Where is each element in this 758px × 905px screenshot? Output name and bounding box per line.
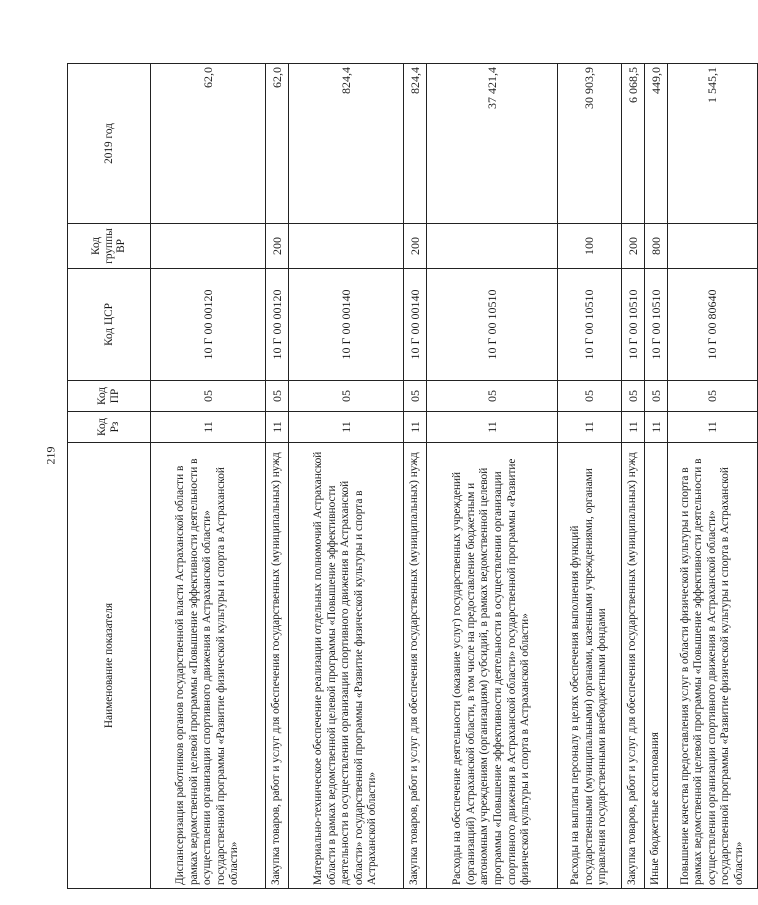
header-name: Наименование показателя [68,443,151,889]
row-name: Закупка товаров, работ и услуг для обеспечения государственных (муниципальных) нужд [404,443,427,889]
header-pr: Код ПР [68,381,151,412]
row-csr: 10 Г 00 10510 [558,269,622,381]
row-csr: 10 Г 00 10510 [645,269,668,381]
row-csr: 10 Г 00 00140 [404,269,427,381]
row-csr: 10 Г 00 10510 [427,269,558,381]
row-vr: 800 [645,224,668,269]
row-rz: 11 [645,412,668,443]
row-csr: 10 Г 00 00120 [151,269,266,381]
row-name: Материально-техническое обеспечение реализации отдельных полномочий Астраханской области в рамках ведомственной целевой программы «Повышение эффективности деятельности в осуществлении организации спортивного движения в Астраханской области» государственной программы «Развитие физической культуры и спорта в Астраханской области» [289,443,404,889]
row-vr: 200 [266,224,289,269]
row-vr: 100 [558,224,622,269]
row-pr: 05 [404,381,427,412]
row-vr [289,224,404,269]
row-pr: 05 [151,381,266,412]
row-rz: 11 [427,412,558,443]
row-pr: 05 [558,381,622,412]
row-pr: 05 [645,381,668,412]
header-csr: Код ЦСР [68,269,151,381]
table-row [622,64,645,889]
row-name: Диспансеризация работников органов государственной власти Астраханской области в рамках ведомственной целевой программы «Повышение эффективности деятельности в осуществлении организации спортивного движения в Астраханской области» государственной программы «Развитие физической культуры и спорта в Астраханской области» [151,443,266,889]
row-pr: 05 [427,381,558,412]
row-name: Иные бюджетные ассигнования [645,443,668,889]
row-value: 6 068,5 [622,64,645,224]
table-row [151,64,266,889]
table-header-row [68,64,151,889]
row-vr [151,224,266,269]
row-value: 62,0 [151,64,266,224]
row-rz: 11 [289,412,404,443]
budget-table [67,63,758,889]
table-row [645,64,668,889]
row-pr: 05 [622,381,645,412]
row-name: Расходы на выплаты персоналу в целях обеспечения выполнения функций государственными (муниципальными) органами, казенными учреждениями, органами управления государственными внебюджетными фондами [558,443,622,889]
row-name: Повышение качества предоставления услуг в области физической культуры и спорта в рамках ведомственной целевой программы «Повышение эффективности деятельности в осуществлении организации спортивного движения в Астраханской области» государственной программы «Развитие физической культуры и спорта в Астраханской области» [668,443,758,889]
row-rz: 11 [404,412,427,443]
table-row [558,64,622,889]
row-vr: 200 [404,224,427,269]
row-vr [427,224,558,269]
row-value: 30 903,9 [558,64,622,224]
table-row [289,64,404,889]
row-csr: 10 Г 00 80640 [668,269,758,381]
header-year: 2019 год [68,64,151,224]
header-vr: Код группы ВР [68,224,151,269]
row-rz: 11 [558,412,622,443]
row-csr: 10 Г 00 00120 [266,269,289,381]
row-vr: 200 [622,224,645,269]
table-row [266,64,289,889]
row-name: Закупка товаров, работ и услуг для обеспечения государственных (муниципальных) нужд [266,443,289,889]
page-number: 219 [43,446,58,465]
row-csr: 10 Г 00 10510 [622,269,645,381]
row-pr: 05 [668,381,758,412]
row-value: 1 545,1 [668,64,758,224]
row-value: 824,4 [404,64,427,224]
row-rz: 11 [151,412,266,443]
row-rz: 11 [266,412,289,443]
row-value: 37 421,4 [427,64,558,224]
row-value: 449,0 [645,64,668,224]
header-rz: Код Рз [68,412,151,443]
row-name: Расходы на обеспечение деятельности (оказание услуг) государственных учреждений (организаций) Астраханской области, в том числе на предоставление бюджетным и автономным учреждениям (организациям) субсидий, в рамках ведомственной целевой программы «Повышение эффективности деятельности в осуществлении организации спортивного движения в Астраханской области» государственной программы «Развитие физической культуры и спорта в Астраханской области» [427,443,558,889]
row-name: Закупка товаров, работ и услуг для обеспечения государственных (муниципальных) нужд [622,443,645,889]
table-row [668,64,758,889]
table-row [427,64,558,889]
row-rz: 11 [668,412,758,443]
row-vr [668,224,758,269]
row-value: 824,4 [289,64,404,224]
table-row [404,64,427,889]
row-value: 62,0 [266,64,289,224]
row-pr: 05 [266,381,289,412]
row-rz: 11 [622,412,645,443]
row-pr: 05 [289,381,404,412]
row-csr: 10 Г 00 00140 [289,269,404,381]
rotated-table-container [67,64,745,889]
